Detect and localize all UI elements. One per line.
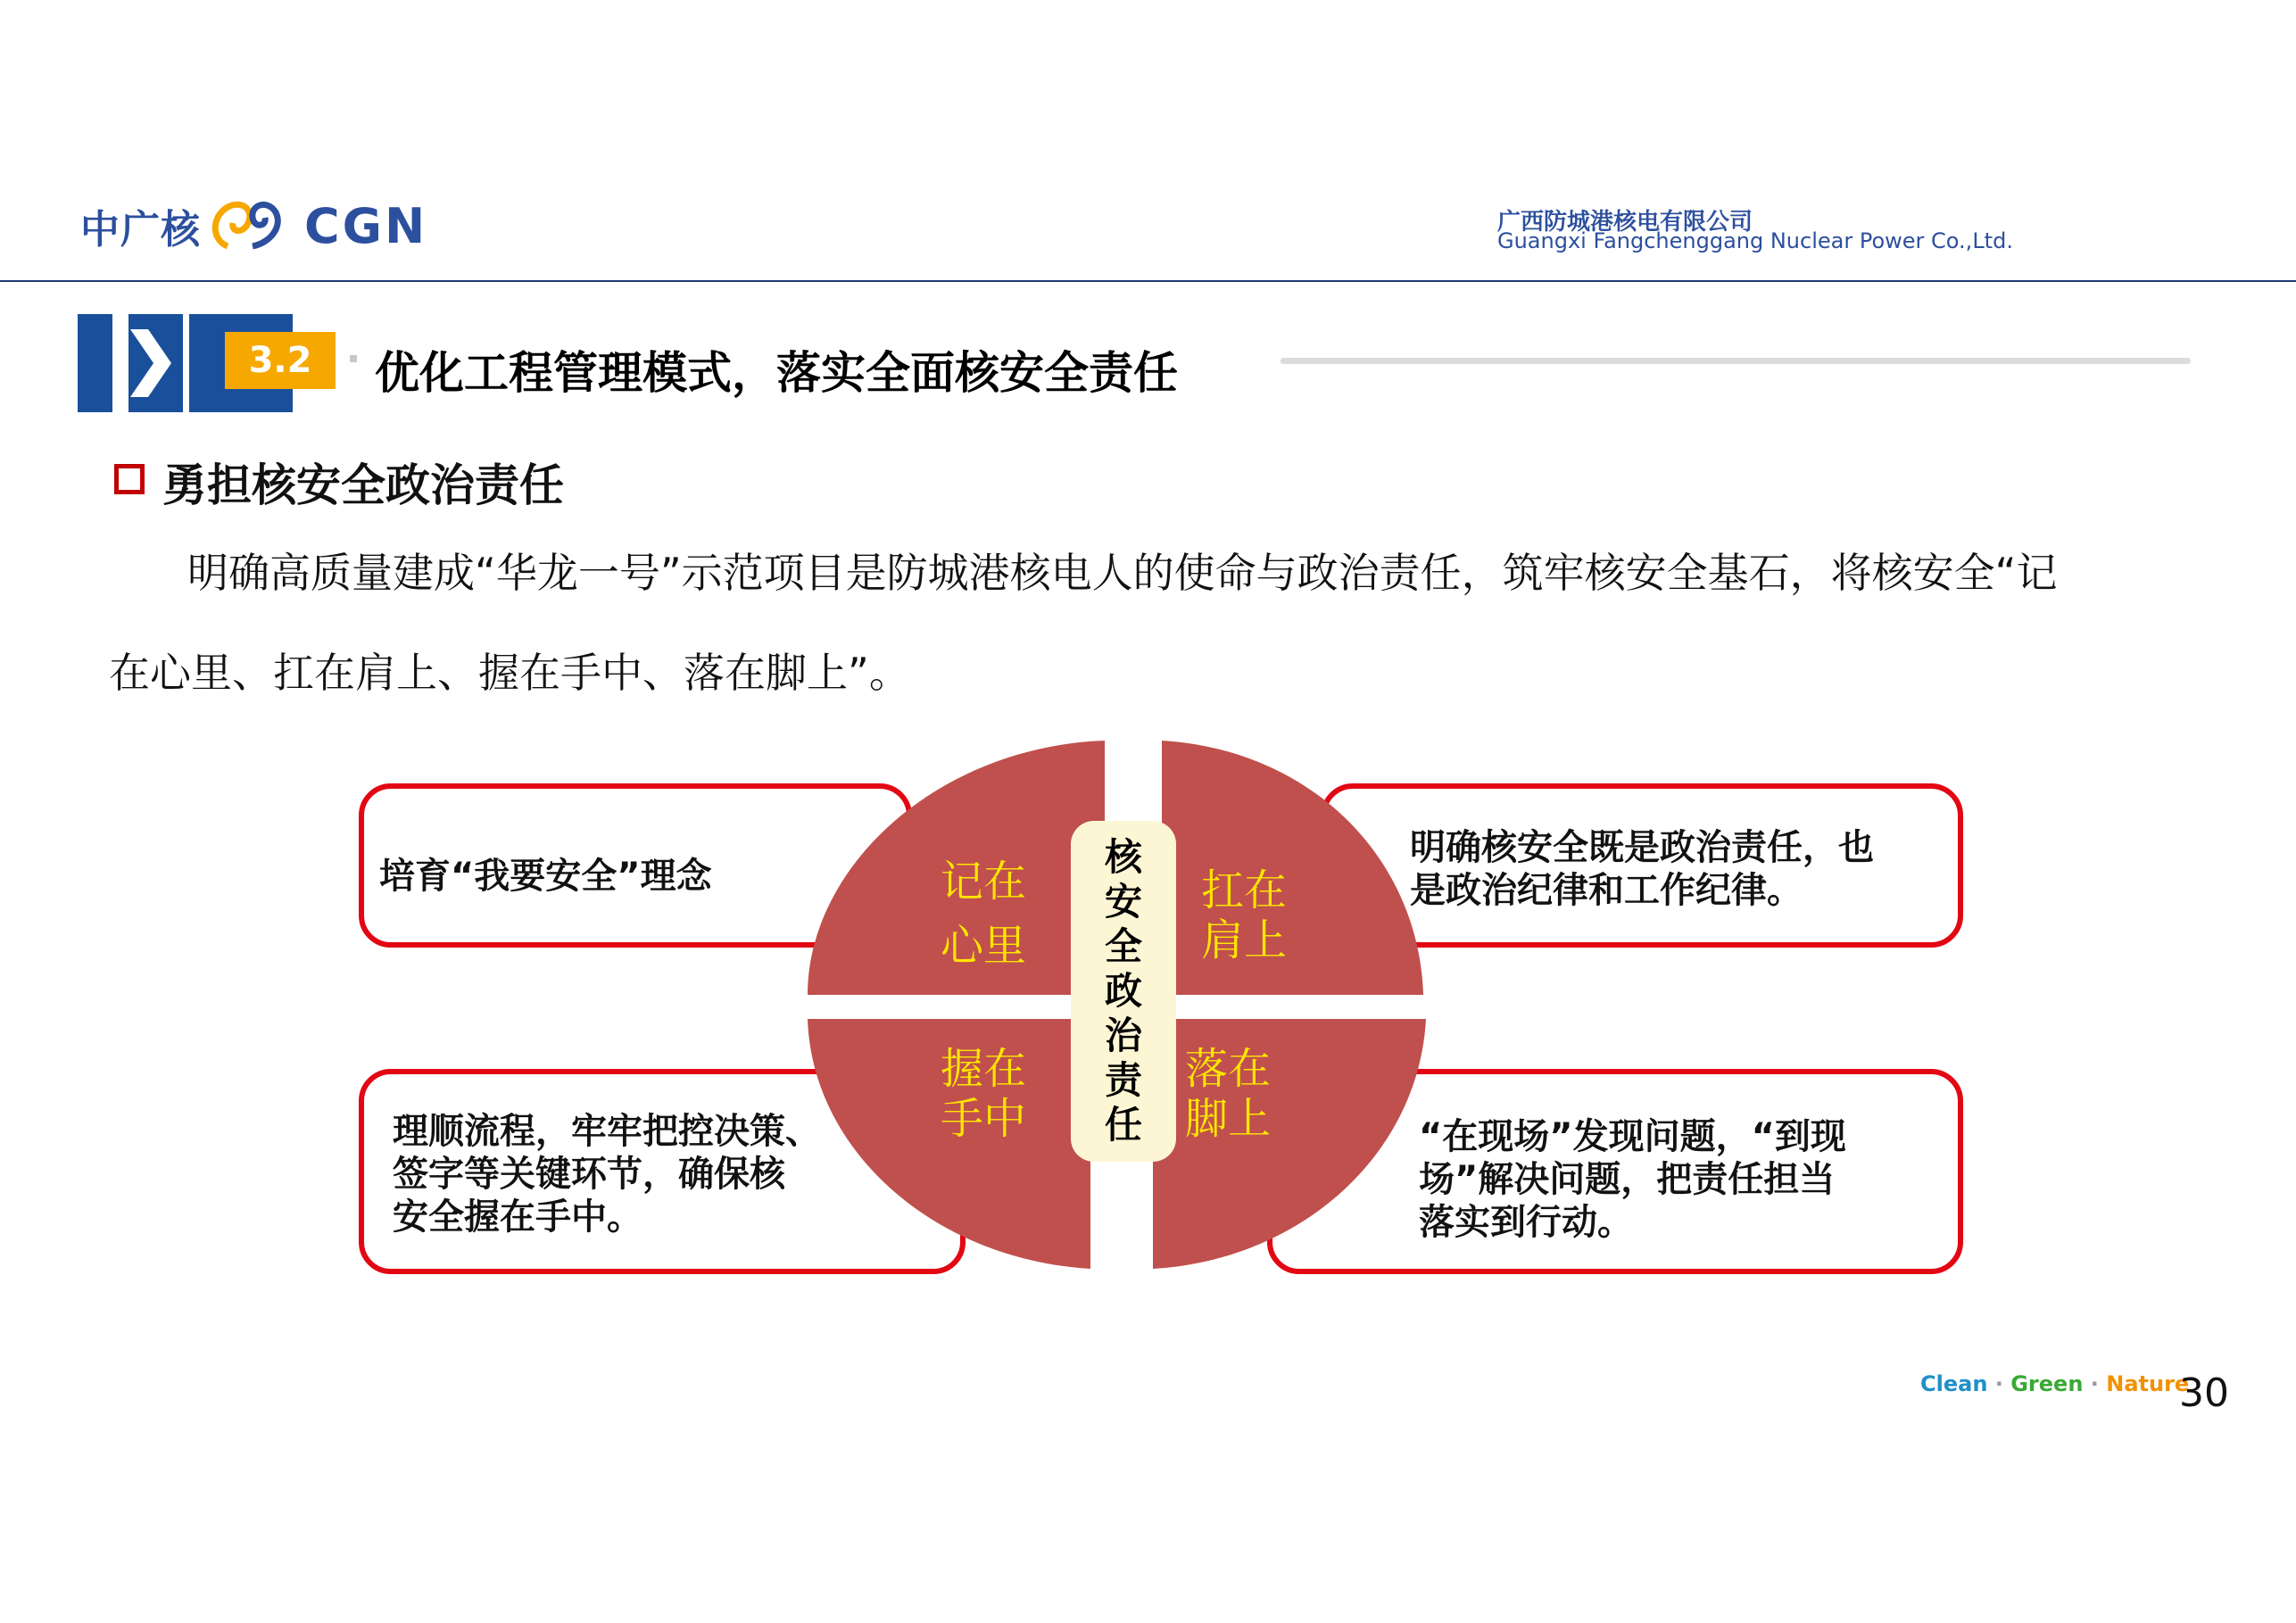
box-text-line: 理顺流程，牢牢把控决策、	[393, 1111, 821, 1152]
badge-dot	[350, 355, 357, 362]
logo-cn-text: 中广核	[80, 207, 201, 253]
box-text-top-left	[379, 855, 712, 898]
box-text-bottom-left	[393, 1110, 821, 1238]
quad-text-line: 扛在	[1200, 865, 1287, 915]
quad-text-line: 心里	[940, 921, 1026, 971]
box-text-line: 是政治纪律和工作纪律。	[1410, 870, 1803, 911]
quad-text-line: 肩上	[1200, 915, 1287, 965]
quad-text-line: 手中	[940, 1094, 1026, 1144]
slogan-dot: ·	[1987, 1371, 2011, 1396]
box-text-line: 安全握在手中。	[393, 1197, 642, 1238]
page-number: 30	[2179, 1370, 2229, 1416]
slogan-nature: Nature	[2106, 1371, 2190, 1396]
checkbox-bullet-icon	[114, 464, 145, 494]
quad-text-line: 脚上	[1184, 1094, 1271, 1144]
section-rule	[1281, 358, 2191, 364]
center-char: 任	[1104, 1103, 1142, 1147]
paragraph-line-1: 明确高质量建成“华龙一号”示范项目是防城港核电人的使命与政治责任，筑牢核安全基石，将核安全“记	[187, 549, 2058, 597]
center-label	[1071, 821, 1176, 1162]
chevron-right-icon	[125, 326, 175, 401]
center-char: 治	[1104, 1014, 1142, 1057]
company-name-cn: 广西防城港核电有限公司	[1497, 209, 1753, 236]
center-char: 核	[1104, 835, 1142, 879]
logo-en-text: CGN	[304, 197, 428, 254]
quad-text-line: 握在	[940, 1044, 1026, 1094]
company-name-en: Guangxi Fangchenggang Nuclear Power Co.,Ltd.	[1497, 228, 2013, 253]
slogan-clean: Clean	[1920, 1371, 1988, 1396]
section-title: 优化工程管理模式，落实全面核安全责任	[375, 347, 1178, 399]
subheading: 勇担核安全政治责任	[162, 460, 564, 511]
quad-text-top-right	[1196, 865, 1292, 965]
quad-text-bottom-left	[935, 1044, 1032, 1144]
box-text-top-right	[1410, 826, 1874, 912]
cgn-logo	[80, 195, 427, 257]
center-char: 政	[1104, 969, 1142, 1013]
paragraph-line-2: 在心里、扛在肩上、握在手中、落在脚上”。	[109, 649, 910, 697]
box-text-line: 落实到行动。	[1419, 1202, 1633, 1243]
footer-slogan	[1920, 1371, 2189, 1396]
slogan-green: Green	[2010, 1371, 2084, 1396]
header-divider	[0, 280, 2296, 282]
center-char: 责	[1104, 1058, 1142, 1102]
box-text-line: 场”解决问题，把责任担当	[1419, 1159, 1836, 1200]
box-text-line: 签字等关键环节，确保核	[393, 1154, 785, 1195]
center-char: 全	[1104, 924, 1142, 968]
box-text-line: 培育“我要安全”理念	[379, 856, 712, 897]
box-text-bottom-right	[1419, 1115, 1846, 1244]
quad-text-line: 记在	[940, 857, 1026, 907]
box-text-line: “在现场”发现问题，“到现	[1419, 1116, 1846, 1157]
quad-text-bottom-right	[1180, 1044, 1276, 1144]
center-char: 安	[1104, 880, 1142, 923]
quad-text-top-left	[935, 857, 1032, 971]
box-text-line: 明确核安全既是政治责任，也	[1410, 827, 1874, 868]
cgn-swirl-icon	[201, 195, 299, 257]
slogan-dot: ·	[2083, 1371, 2107, 1396]
section-number: 3.2	[225, 332, 336, 389]
quad-text-line: 落在	[1184, 1044, 1271, 1094]
